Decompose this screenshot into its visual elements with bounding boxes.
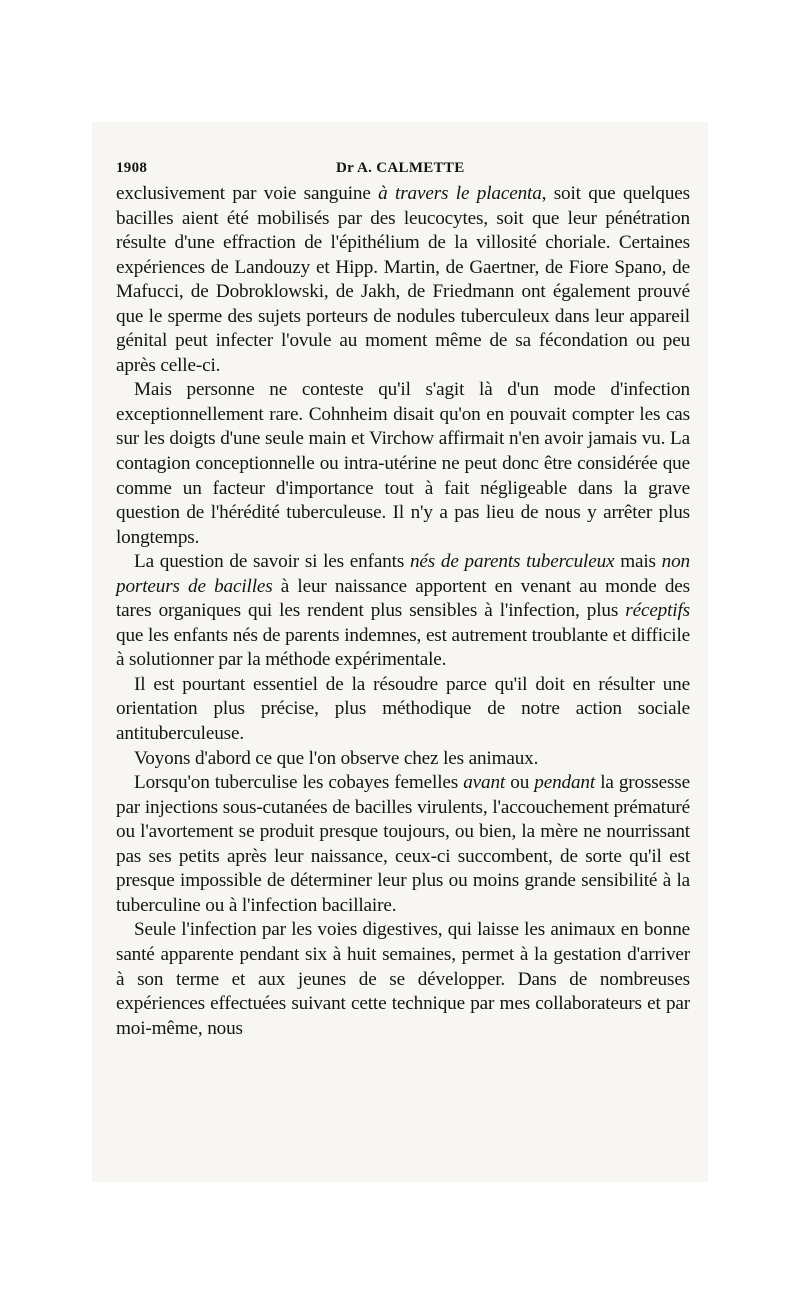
running-head-author: Dr A. CALMETTE [336, 160, 465, 176]
text-segment: La question de savoir si les enfants [134, 551, 410, 573]
book-page [116, 156, 690, 1041]
paragraph [116, 378, 690, 550]
paragraph [116, 673, 690, 747]
text-segment: exclusivement par voie sanguine [116, 183, 379, 204]
italic-segment: nés de parents tuberculeux [409, 551, 615, 573]
italic-segment: à travers le placenta [378, 183, 542, 204]
text-segment: que les enfants nés de parents indemnes, est autrement troublante et difficile à solutionner par la méthode expérimentale. [116, 624, 690, 671]
text-segment: Il est pourtant essentiel de la résoudre parce qu'il doit en résulter une orientation plus précise, plus méthodique de notre action sociale antituberculeuse. [116, 673, 690, 745]
text-segment: ou [505, 772, 535, 794]
body-text [116, 182, 690, 1041]
italic-segment: avant [463, 772, 506, 794]
text-segment: , soit que quelques bacilles aient été mobilisés par des leucocytes, soit que leur pénétration résulte d'une effraction de l'épithélium de la villosité choriale. Certaines expériences de Landouzy et Hipp. Martin, de Gaertner, de Fiore Spano, de Mafucci, de Dobroklowski, de Jakh, de Friedmann ont également prouvé que le sperme des sujets porteurs de nodules tuberculeux dans leur appareil génital peut infecter l'ovule au moment même de sa fécondation ou peu après celle-ci. [116, 183, 690, 376]
text-segment: la grossesse par injections sous-cutanées de bacilles virulents, l'accouchement prématuré ou l'avortement se produit presque toujours, ou bien, la mère ne nourrissant pas ses petits après leur naissance, ceux-ci succombent, de sorte qu'il est presque impossible de déterminer leur plus ou moins grande sensibilité à la tuberculine ou à l'infection bacillaire. [116, 772, 690, 916]
italic-segment: non porteurs de bacilles [116, 551, 690, 597]
page-number: 1908 [116, 160, 148, 176]
text-segment: Mais personne ne conteste qu'il s'agit là d'un mode d'infection exceptionnellement rare. Cohnheim disait qu'on en pouvait compter les cas sur les doigts d'une seule main et Virchow affirmait n'en avoir jamais vu. La contagion conceptionnelle ou intra-utérine ne peut donc être considérée que comme un facteur d'importance tout à fait négligeable dans la grave question de l'hérédité tuberculeuse. Il n'y a pas lieu de nous y arrêter plus longtemps. [116, 379, 690, 548]
paragraph [116, 182, 690, 378]
paragraph [116, 771, 690, 918]
paragraph [116, 550, 690, 673]
text-segment: mais [614, 551, 662, 573]
text-segment: Seule l'infection par les voies digestives, qui laisse les animaux en bonne santé apparente pendant six à huit semaines, permet à la gestation d'arriver à son terme et aux jeunes de se développer. Dans de nombreuses expériences effectuées suivant cette technique par mes collaborateurs et par moi-même, nous [116, 919, 690, 1039]
text-segment: Lorsqu'on tuberculise les cobayes femelles [134, 772, 464, 794]
paragraph [116, 918, 690, 1041]
text-segment: Voyons d'abord ce que l'on observe chez les animaux. [134, 747, 539, 769]
paragraph [116, 747, 690, 772]
italic-segment: réceptifs [625, 600, 690, 622]
italic-segment: pendant [534, 772, 596, 794]
text-segment: à leur naissance apportent en venant au monde des tares organiques qui les rendent plus sensibles à l'infection, plus [116, 575, 690, 622]
running-head [116, 156, 690, 182]
